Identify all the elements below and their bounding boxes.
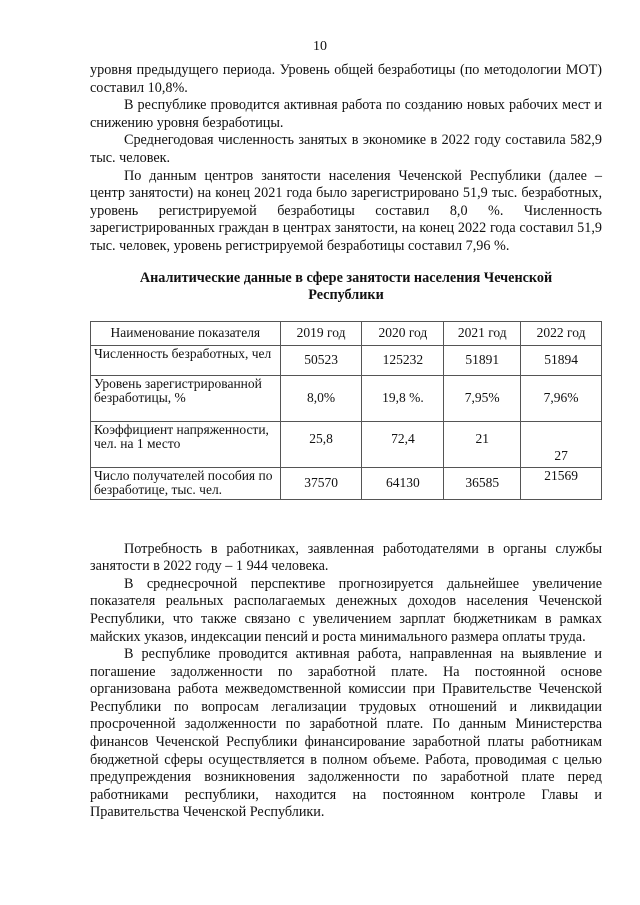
paragraph: уровня предыдущего периода. Уровень общей безработицы (по методологии МОТ) составил 10,8%. [90, 62, 602, 96]
table-row [91, 421, 602, 467]
table-cell: 50523 [280, 345, 362, 375]
table-cell: 64130 [362, 467, 444, 499]
document-body [90, 62, 602, 822]
table-cell-label: Число получателей пособия по безработице, тыс. чел. [91, 467, 281, 499]
table-cell: 37570 [280, 467, 362, 499]
table-cell: 27 [521, 421, 602, 467]
table-header-cell: 2019 год [280, 321, 362, 345]
employment-table [90, 321, 602, 500]
table-cell: 7,95% [444, 375, 521, 421]
table-cell-label: Численность безработных, чел [91, 345, 281, 375]
table-cell: 72,4 [362, 421, 444, 467]
table-cell: 25,8 [280, 421, 362, 467]
table-cell: 51891 [444, 345, 521, 375]
table-row [91, 467, 602, 499]
table-cell: 19,8 %. [362, 375, 444, 421]
table-header-cell: Наименование показателя [91, 321, 281, 345]
table-cell: 21569 [521, 467, 602, 499]
table-row [91, 345, 602, 375]
table-cell: 7,96% [521, 375, 602, 421]
paragraph: В республике проводится активная работа, направленная на выявление и погашение задолженности по заработной плате. На постоянной основе организована работа межведомственной комиссии при Правительстве Чеченской Республики по вопросам легализации трудовых отношений и ликвидации просроченной задолженности по заработной плате. По данным Министерства финансов Чеченской Республики финансирование заработной платы работникам бюджетной сферы осуществляется в полном объеме. Работа, проводимая с целью предупреждения возникновения задолженности по заработной плате перед работниками республики, находится на постоянном контроле Главы и Правительства Чеченской Республики. [90, 646, 602, 821]
paragraph: В республике проводится активная работа по созданию новых рабочих мест и снижению уровня безработицы. [90, 97, 602, 131]
table-header-cell: 2022 год [521, 321, 602, 345]
table-cell: 125232 [362, 345, 444, 375]
table-cell: 21 [444, 421, 521, 467]
table-row [91, 375, 602, 421]
table-cell-label: Уровень зарегистрированной безработицы, % [91, 375, 281, 421]
page-number: 10 [313, 39, 327, 54]
paragraph: Среднегодовая численность занятых в экономике в 2022 году составила 582,9 тыс. человек. [90, 132, 602, 166]
table-title: Аналитические данные в сфере занятости населения Чеченской Республики [139, 269, 553, 303]
paragraph: В среднесрочной перспективе прогнозируется дальнейшее увеличение показателя реальных располагаемых денежных доходов населения Чеченской Республики, что также связано с увеличением зарплат бюджетникам в рамках майских указов, индексации пенсий и роста минимального размера оплаты труда. [90, 575, 602, 645]
table-cell-label: Коэффициент напряженности, чел. на 1 место [91, 421, 281, 467]
table-header-cell: 2020 год [362, 321, 444, 345]
table-header-cell: 2021 год [444, 321, 521, 345]
table-cell: 8,0% [280, 375, 362, 421]
paragraph: Потребность в работниках, заявленная работодателями в органы службы занятости в 2022 году – 1 944 человека. [90, 540, 602, 575]
paragraph: По данным центров занятости населения Чеченской Республики (далее – центр занятости) на конец 2021 года было зарегистрировано 51,9 тыс. безработных, уровень регистрируемой безработицы составил 8,0 %. Численность зарегистрированных граждан в центрах занятости, на конец 2022 года составил 51,9 тыс. человек, уровень регистрируемой безработицы составил 7,96 %. [90, 167, 602, 254]
table-header-row [91, 321, 602, 345]
table-cell: 36585 [444, 467, 521, 499]
table-cell: 51894 [521, 345, 602, 375]
